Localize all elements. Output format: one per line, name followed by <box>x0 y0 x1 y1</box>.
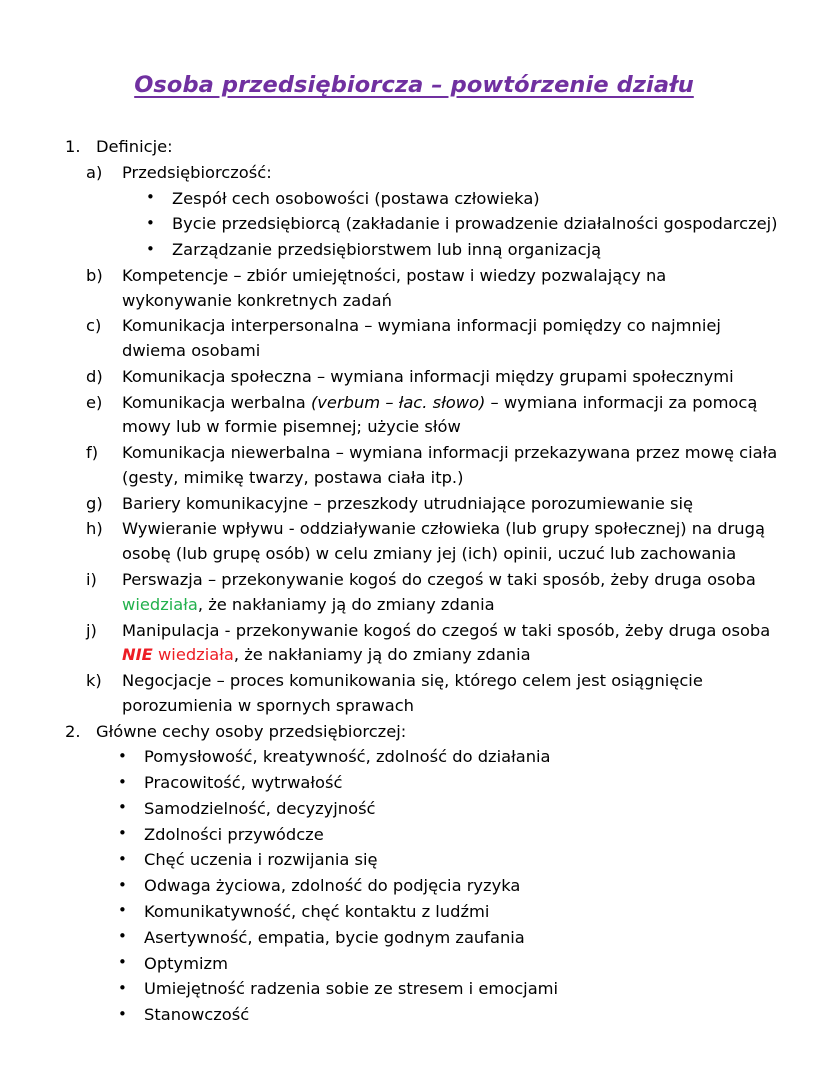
bullet-icon: • <box>118 901 127 920</box>
definition-d-text: Komunikacja społeczna – wymiana informacji między grupami społecznymi <box>122 366 734 386</box>
list-item-label: Asertywność, empatia, bycie godnym zaufania <box>144 927 525 947</box>
bullet-icon: • <box>118 875 127 894</box>
bullet-icon: • <box>118 772 127 791</box>
definition-a-text: Przedsiębiorczość: <box>122 162 272 182</box>
list-item <box>142 212 778 237</box>
definition-h-text: Wywieranie wpływu - oddziaływanie człowieka (lub grupy społecznej) na drugą osobę (lub grupę osób) w celu zmiany jej (ich) opinii, uczuć lub zachowania <box>122 519 765 564</box>
definition-d-marker: d) <box>86 366 103 386</box>
bullet-icon: • <box>146 188 155 207</box>
list-item-label: Pracowitość, wytrwałość <box>144 773 343 793</box>
document-body <box>0 99 828 1028</box>
bullet-icon: • <box>118 978 127 997</box>
section-1-marker: 1. <box>65 137 81 156</box>
list-item <box>114 823 778 848</box>
list-item <box>114 977 778 1002</box>
definition-item-h <box>86 517 778 567</box>
list-item <box>114 797 778 822</box>
definition-b-text: Kompetencje – zbiór umiejętności, postaw i wiedzy pozwalający na wykonywanie konkretnych zadań <box>122 265 667 310</box>
definition-c-text: Komunikacja interpersonalna – wymiana informacji pomiędzy co najmniej dwiema osobami <box>122 316 721 361</box>
list-item-label: Chęć uczenia i rozwijania się <box>144 850 378 870</box>
bullet-icon: • <box>118 927 127 946</box>
list-item-label: Komunikatywność, chęć kontaktu z ludźmi <box>144 901 490 921</box>
bullet-icon: • <box>118 824 127 843</box>
list-item-label: Zarządzanie przedsiębiorstwem lub inną organizacją <box>172 240 602 260</box>
list-item <box>142 238 778 263</box>
definition-e-marker: e) <box>86 392 103 412</box>
bullet-icon: • <box>118 746 127 765</box>
bullet-icon: • <box>118 1004 127 1023</box>
definition-i-highlight: wiedziała <box>122 594 198 614</box>
definition-i-text-after: , że nakłaniamy ją do zmiany zdania <box>197 594 495 614</box>
definition-e-text <box>122 391 778 441</box>
definition-e-text-before: Komunikacja werbalna <box>122 392 311 412</box>
list-item-label: Samodzielność, decyzyjność <box>144 798 376 818</box>
list-item <box>114 952 778 977</box>
definition-i-text <box>122 568 778 618</box>
section-2-marker: 2. <box>65 721 81 741</box>
definition-i-text-before: Perswazja – przekonywanie kogoś do czegoś w taki sposób, żeby druga osoba <box>122 570 756 590</box>
definition-item-b <box>86 264 778 314</box>
list-item <box>114 848 778 873</box>
page-title <box>0 0 828 99</box>
definition-j-highlight: wiedziała <box>152 645 234 665</box>
list-item-label: Pomysłowość, kreatywność, zdolność do działania <box>144 747 551 767</box>
bullet-icon: • <box>118 849 127 868</box>
definition-item-g <box>86 492 778 517</box>
definition-f-text: Komunikacja niewerbalna – wymiana informacji przekazywana przez mowę ciała (gesty, mimikę twarzy, postawa ciała itp.) <box>122 443 778 487</box>
section-2 <box>56 720 778 745</box>
list-item <box>114 745 778 770</box>
bullet-icon: • <box>118 953 127 971</box>
definition-item-f <box>86 441 778 491</box>
list-item-label: Umiejętność radzenia sobie ze stresem i emocjami <box>144 979 559 999</box>
definition-item-d <box>86 365 778 390</box>
list-item-label: Optymizm <box>144 953 228 973</box>
definition-h-marker: h) <box>86 519 103 539</box>
definition-e-text-after: – wymiana informacji za pomocą mowy lub w formie pisemnej; użycie słów <box>122 392 758 437</box>
page-title-text: Osoba przedsiębiorcza – powtórzenie działu <box>134 72 694 98</box>
bullet-icon: • <box>118 798 127 817</box>
bullet-icon: • <box>146 213 155 232</box>
definition-b-marker: b) <box>86 265 103 285</box>
list-item-label: Zespół cech osobowości (postawa człowieka) <box>172 188 540 208</box>
definition-item-c <box>86 314 778 364</box>
definition-j-text <box>122 619 778 669</box>
list-item <box>114 900 778 925</box>
section-2-heading: Główne cechy osoby przedsiębiorczej: <box>96 721 407 741</box>
traits-list <box>114 745 778 1027</box>
list-item <box>142 187 778 212</box>
bullet-icon: • <box>146 239 155 258</box>
list-item <box>114 1003 778 1028</box>
definitions-list <box>86 161 778 719</box>
definition-c-marker: c) <box>86 316 102 336</box>
definition-k-text: Negocjacje – proces komunikowania się, którego celem jest osiągnięcie porozumienia w spornych sprawach <box>122 671 703 715</box>
list-item-label: Bycie przedsiębiorcą (zakładanie i prowadzenie działalności gospodarczej) <box>172 214 778 234</box>
list-item-label: Odwaga życiowa, zdolność do podjęcia ryzyka <box>144 876 521 896</box>
definition-a-bullets <box>142 187 778 263</box>
definition-a-marker: a) <box>86 162 103 182</box>
definition-e-latin-origin: (verbum – łac. słowo) <box>310 392 486 412</box>
definition-j-text-before: Manipulacja - przekonywanie kogoś do czegoś w taki sposób, żeby druga osoba <box>122 620 771 640</box>
list-item <box>114 926 778 951</box>
list-item <box>114 874 778 899</box>
definition-j-marker: j) <box>86 620 97 640</box>
definition-f-marker: f) <box>86 443 99 463</box>
list-item <box>114 771 778 796</box>
definition-j-negation: NIE <box>122 645 153 665</box>
list-item-label: Zdolności przywódcze <box>144 824 324 844</box>
definition-g-text: Bariery komunikacyjne – przeszkody utrudniające porozumiewanie się <box>122 493 694 513</box>
definition-item-e <box>86 391 778 441</box>
definition-k-marker: k) <box>86 671 102 691</box>
definition-item-i <box>86 568 778 618</box>
list-item-label: Stanowczość <box>144 1005 250 1025</box>
section-1-heading: Definicje: <box>96 137 173 156</box>
definition-item-k <box>86 669 778 719</box>
section-1 <box>56 135 778 160</box>
definition-item-a <box>86 161 778 186</box>
definition-g-marker: g) <box>86 493 103 513</box>
definition-item-j <box>86 619 778 669</box>
definition-i-marker: i) <box>86 570 97 590</box>
definition-j-text-after: , że nakłaniamy ją do zmiany zdania <box>233 645 531 665</box>
